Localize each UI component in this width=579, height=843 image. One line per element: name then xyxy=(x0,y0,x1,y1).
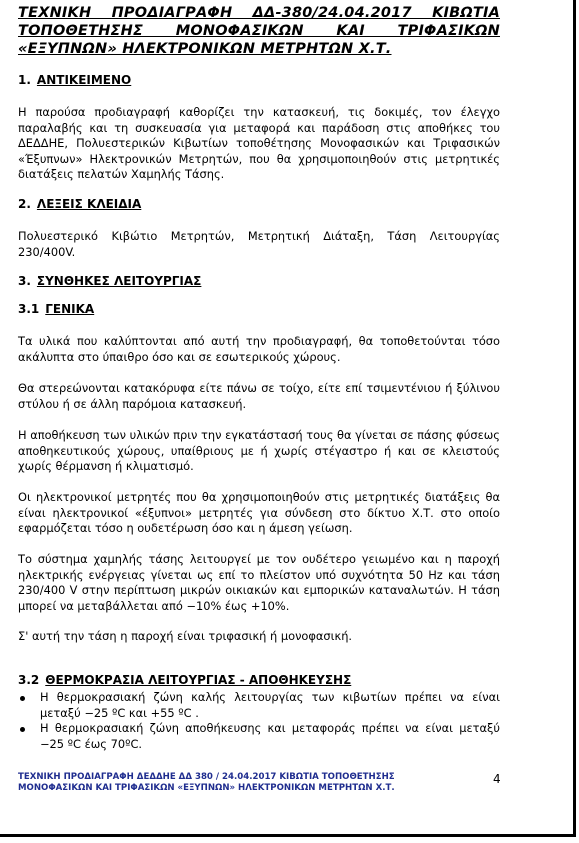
bullet-icon xyxy=(20,696,25,701)
section-3-1-heading xyxy=(18,302,94,317)
section-3-1-paragraph: Θα στερεώνονται κατακόρυφα είτε πάνω σε τοίχο, είτε επί τσιμεντένιου ή ξύλινου στύλου ή σε άλλη παρόμοια κατασκευή. xyxy=(18,381,500,411)
section-1-heading xyxy=(18,73,131,88)
section-3-2-bullet-list xyxy=(18,690,500,752)
list-item xyxy=(18,721,500,752)
document-title: ΤΕΧΝΙΚΗ ΠΡΟΔΙΑΓΡΑΦΗ ΔΔ-380/24.04.2017 ΚΙΒΩΤΙΑ ΤΟΠΟΘΕΤΗΣΗΣ ΜΟΝΟΦΑΣΙΚΩΝ ΚΑΙ ΤΡΙΦΑΣΙΚΩΝ «ΕΞΥΠΝΩΝ» ΗΛΕΚΤΡΟΝΙΚΩΝ ΜΕΤΡΗΤΩΝ Χ.Τ. xyxy=(18,5,500,57)
section-3-1-paragraph: Η αποθήκευση των υλικών πριν την εγκατάστασή τους θα γίνεται σε πάσης φύσεως αποθηκευτικούς χώρους, υπαίθριους με ή χωρίς στέγαστρο ή και σε κλειστούς χωρίς θέρμανση ή κλιματισμό. xyxy=(18,428,500,473)
section-3-1-number: 3.1 xyxy=(18,302,40,316)
section-3-heading xyxy=(18,274,201,289)
section-2-number: 2. xyxy=(18,197,31,211)
section-3-2-heading xyxy=(18,673,351,688)
section-3-1-title: ΓΕΝΙΚΑ xyxy=(45,302,95,316)
section-3-1-paragraph: Το σύστημα χαμηλής τάσης λειτουργεί με τον ουδέτερο γειωμένο και η παροχή ηλεκτρικής ενέργειας γίνεται ως επί το πλείστον υπό συχνότητα 50 Hz και τάση 230/400 V στην περίπτωση μικρών οικιακών και εμπορικών καταναλωτών. Η τάση μπορεί να μεταβάλλεται από −10% έως +10%. xyxy=(18,552,500,613)
section-2-title: ΛΕΞΕΙΣ ΚΛΕΙΔΙΑ xyxy=(36,197,142,211)
section-1-title: ΑΝΤΙΚΕΙΜΕΝΟ xyxy=(36,73,132,87)
section-3-1-paragraph: Τα υλικά που καλύπτονται από αυτή την προδιαγραφή, θα τοποθετούνται τόσο ακάλυπτα στο ύπαιθρο όσο και σε εσωτερικούς χώρους. xyxy=(18,334,500,364)
bullet-icon xyxy=(20,727,25,732)
section-3-2-title: ΘΕΡΜΟΚΡΑΣΙΑ ΛΕΙΤΟΥΡΓΙΑΣ - ΑΠΟΘΗΚΕΥΣΗΣ xyxy=(45,673,352,687)
section-3-number: 3. xyxy=(18,274,31,288)
list-item-text: Η θερμοκρασιακή ζώνη καλής λειτουργίας των κιβωτίων πρέπει να είναι μεταξύ −25 ºC και +55 ºC . xyxy=(40,690,500,720)
section-3-title: ΣΥΝΘΗΚΕΣ ΛΕΙΤΟΥΡΓΙΑΣ xyxy=(36,274,202,288)
section-1-paragraph: Η παρούσα προδιαγραφή καθορίζει την κατασκευή, τις δοκιμές, τον έλεγχο παραλαβής και τη συσκευασία για μεταφορά και παράδοση στις αποθήκες του ΔΕΔΔΗΕ, Πολυεστερικών Κιβωτίων τοποθέτησης Μονοφασικών και Τριφασικών «Έξυπνων» Ηλεκτρονικών Μετρητών, που θα χρησιμοποιηθούν στις μετρητικές διατάξεις πελατών Χαμηλής Τάσης. xyxy=(18,105,500,181)
section-1-number: 1. xyxy=(18,73,31,87)
page-number: 4 xyxy=(493,772,501,786)
list-item-text: Η θερμοκρασιακή ζώνη αποθήκευσης και μεταφοράς πρέπει να είναι μεταξύ −25 ºC έως 70ºC. xyxy=(40,721,500,751)
section-2-paragraph: Πολυεστερικό Κιβώτιο Μετρητών, Μετρητική Διάταξη, Τάση Λειτουργίας 230/400V. xyxy=(18,229,500,259)
section-2-heading xyxy=(18,197,141,212)
page-footer: ΤΕΧΝΙΚΗ ΠΡΟΔΙΑΓΡΑΦΗ ΔΕΔΔΗΕ ΔΔ 380 / 24.04.2017 ΚΙΒΩΤΙΑ ΤΟΠΟΘΕΤΗΣΗΣ ΜΟΝΟΦΑΣΙΚΩΝ ΚΑΙ ΤΡΙΦΑΣΙΚΩΝ «ΕΞΥΠΝΩΝ» ΗΛΕΚΤΡΟΝΙΚΩΝ ΜΕΤΡΗΤΩΝ Χ.Τ. xyxy=(18,772,395,793)
list-item xyxy=(18,690,500,721)
section-3-1-paragraph: Σ' αυτή την τάση η παροχή είναι τριφασική ή μονοφασική. xyxy=(18,629,353,643)
section-3-1-paragraph: Οι ηλεκτρονικοί μετρητές που θα χρησιμοποιηθούν στις μετρητικές διατάξεις θα είναι ηλεκτρονικοί «έξυπνοι» μετρητές για σύνδεση στο δίκτυο Χ.Τ. στο οποίο εφαρμόζεται τόσο η ουδετέρωση όσο και η άμεση γείωση. xyxy=(18,490,500,535)
section-3-2-number: 3.2 xyxy=(18,673,40,687)
